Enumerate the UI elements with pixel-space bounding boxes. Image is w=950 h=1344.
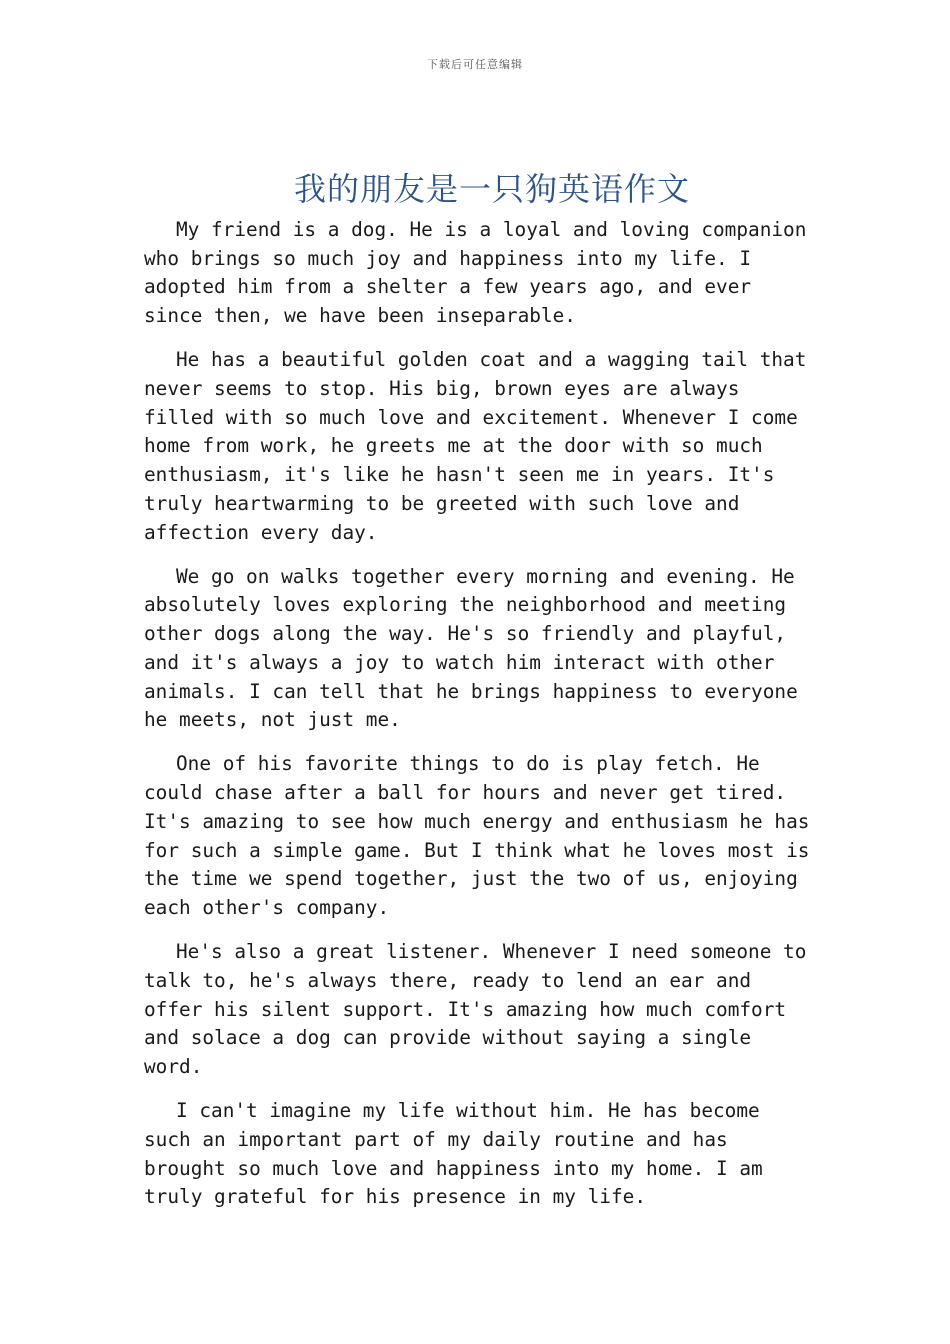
document-title: 我的朋友是一只狗英语作文 [293,170,690,208]
essay-body [144,216,814,1228]
paragraph: I can't imagine my life without him. He has become such an important part of my daily routine and has brought so much love and happiness into my home. I am truly grateful for his presence in my life. [144,1099,763,1209]
header-note: 下载后可任意编辑 [427,58,523,71]
paragraph: One of his favorite things to do is play fetch. He could chase after a ball for hours and never get tired. It's amazing to see how much energy and enthusiasm he has for such a simple game. But I think what he loves most is the time we spend together, just the two of us, enjoying each other's company. [144,752,810,919]
paragraph: He's also a great listener. Whenever I need someone to talk to, he's always there, ready to lend an ear and offer his silent support. It's amazing how much comfort and solace a dog can provide without saying a single word. [144,940,807,1078]
paragraph: We go on walks together every morning and evening. He absolutely loves exploring the neighborhood and meeting other dogs along the way. He's so friendly and playful, and it's always a joy to watch him interact with other animals. I can tell that he brings happiness to everyone he meets, not just me. [144,564,798,732]
paragraph: My friend is a dog. He is a loyal and loving companion who brings so much joy and happiness into my life. I adopted him from a shelter a few years ago, and ever since then, we have been inseparable. [144,218,807,328]
paragraph: He has a beautiful golden coat and a wagging tail that never seems to stop. His big, brown eyes are always filled with so much love and excitement. Whenever I come home from work, he greets me at the door with so much enthusiasm, it's like he hasn't seen me in years. It's truly heartwarming to be greeted with such love and affection every day. [144,348,807,544]
